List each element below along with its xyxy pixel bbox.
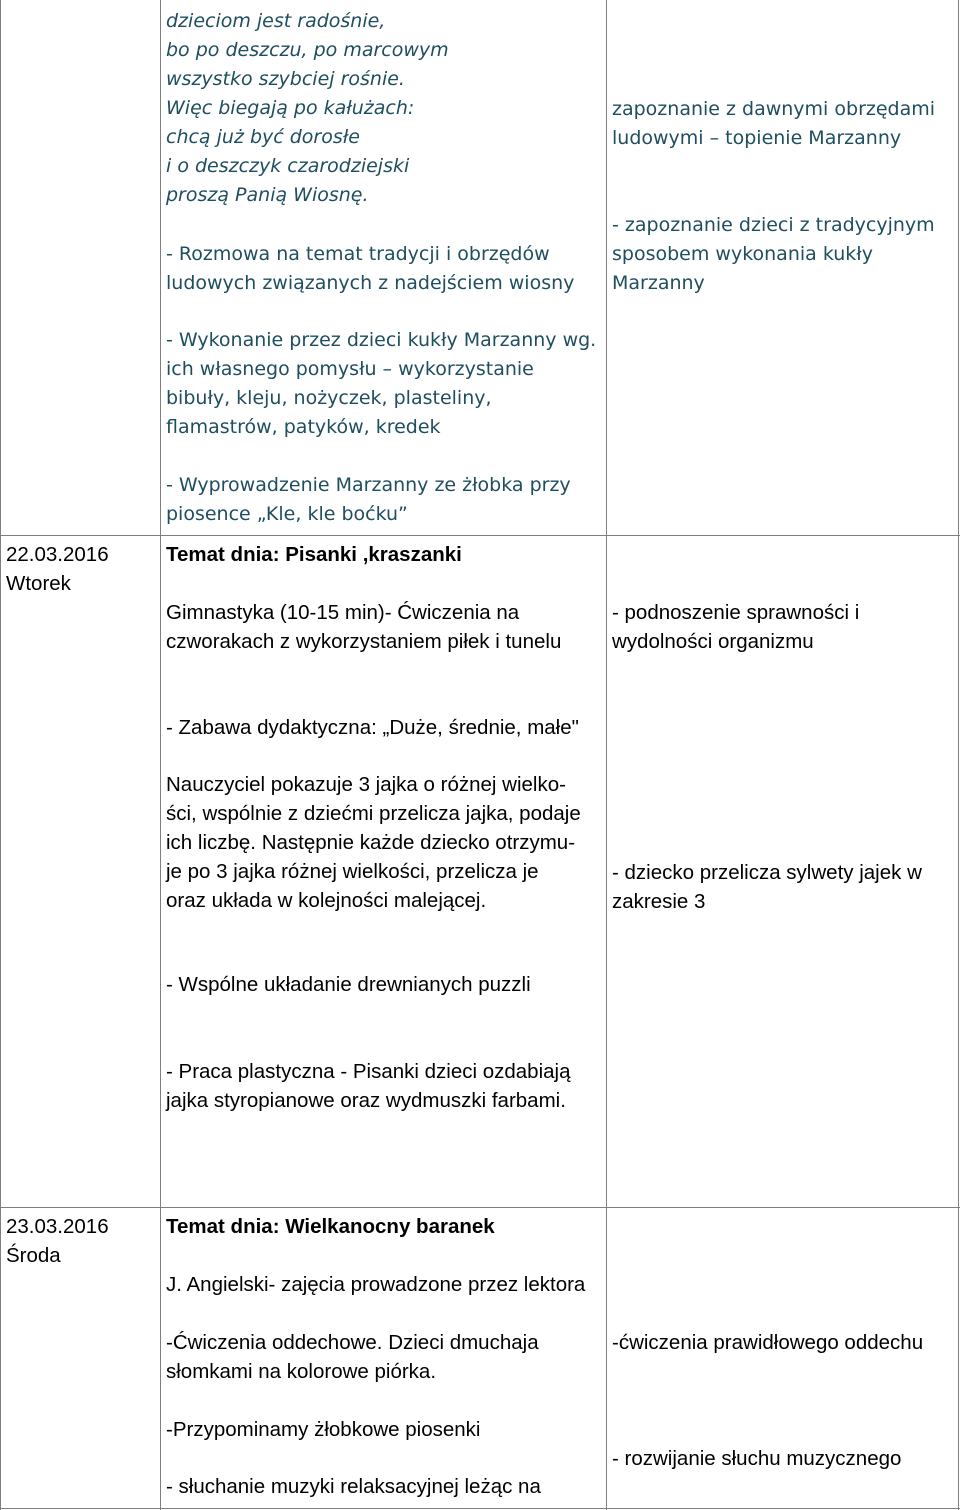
table-border-left [0,0,1,1510]
table-border-col1 [160,0,161,1510]
theme-pisanki: Temat dnia: Pisanki ,kraszanki [166,543,462,566]
text-line: słomkami na kolorowe piórka. [166,1360,437,1383]
table-border-bottom [0,1508,960,1509]
row-divider-2 [0,1207,960,1208]
text-line: flamastrów, patyków, kredek [166,416,441,438]
poem-line: wszystko szybciej rośnie. [166,68,405,90]
table-border-col2 [606,0,607,1510]
poem-line: Więc biegają po kałużach: [166,97,415,119]
text-line: oraz układa w kolejności malejącej. [166,889,487,912]
table-border-right [958,0,959,1510]
text-line: - dziecko przelicza sylwety jajek w [612,861,922,884]
text-line: jajka styropianowe oraz wydmuszki farbami. [166,1089,566,1112]
text-line: - Rozmowa na temat tradycji i obrzędów [166,243,550,265]
activity-angielski: J. Angielski- zajęcia prowadzone przez lektora [166,1273,586,1296]
text-line: zakresie 3 [612,890,706,913]
goal-sluch: - rozwijanie słuchu muzycznego [612,1447,902,1470]
text-line: - Wyprowadzenie Marzanny ze żłobka przy [166,474,571,496]
poem-line: i o deszczyk czarodziejski [166,155,410,177]
text-line: - Praca plastyczna - Pisanki dzieci ozdabiają [166,1060,571,1083]
text-line: - podnoszenie sprawności i [612,601,860,624]
text-line: ich własnego pomysłu – wykorzystanie [166,358,534,380]
text-line: - Wykonanie przez dzieci kukły Marzanny wg. [166,329,597,351]
goal-oddech: -ćwiczenia prawidłowego oddechu [612,1331,924,1354]
text-line: ludowych związanych z nadejściem wiosny [166,272,575,294]
activity-piosenki: -Przypominamy żłobkowe piosenki [166,1418,481,1441]
text-line: Nauczyciel pokazuje 3 jajka o różnej wielko- [166,773,566,796]
text-line: wydolności organizmu [612,630,814,653]
text-line: Marzanny [612,272,705,294]
text-line: piosence „Kle, kle boćku” [166,503,408,525]
activity-puzzle: - Wspólne układanie drewnianych puzzli [166,973,531,996]
text-line: zapoznanie z dawnymi obrzędami [612,98,936,120]
activity-zabawa-title: - Zabawa dydaktyczna: „Duże, średnie, małe" [166,716,579,739]
activity-muzyka: - słuchanie muzyki relaksacyjnej leżąc na [166,1475,541,1498]
poem-line: proszą Panią Wiosnę. [166,184,369,206]
date-22-03: 22.03.2016 [6,543,109,566]
weekday-sroda: Środa [6,1244,61,1267]
text-line: czworakach z wykorzystaniem piłek i tunelu [166,630,562,653]
text-line: bibuły, kleju, nożyczek, plasteliny, [166,387,492,409]
text-line: sposobem wykonania kukły [612,243,873,265]
text-line: ich liczbę. Następnie każde dziecko otrzymu- [166,831,576,854]
text-line: - zapoznanie dzieci z tradycyjnym [612,214,935,236]
weekday-wtorek: Wtorek [6,572,71,595]
poem-line: chcą już być dorosłe [166,126,360,148]
date-23-03: 23.03.2016 [6,1215,109,1238]
text-line: je po 3 jajka różnej wielkości, przelicza je [166,860,539,883]
text-line: Gimnastyka (10-15 min)- Ćwiczenia na [166,601,520,624]
text-line: ludowymi – topienie Marzanny [612,127,902,149]
text-line: -Ćwiczenia oddechowe. Dzieci dmuchaja [166,1331,539,1354]
text-line: ści, wspólnie z dziećmi przelicza jajka, podaje [166,802,581,825]
poem-line: bo po deszczu, po marcowym [166,39,449,61]
theme-baranek: Temat dnia: Wielkanocny baranek [166,1215,495,1238]
poem-line: dzieciom jest radośnie, [166,10,386,32]
row-divider-1 [0,535,960,536]
